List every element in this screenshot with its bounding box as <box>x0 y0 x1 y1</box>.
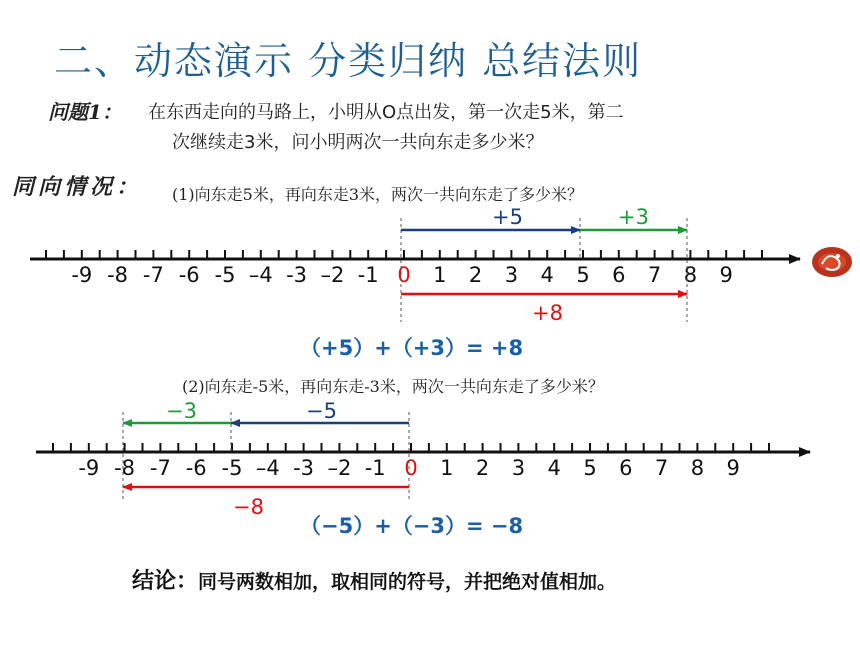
question-text-line2: 次继续走3米，问小明两次一共向东走多少米？ <box>172 132 544 153</box>
case1-text: (1)向东走5米，再向东走3米，两次一共向东走了多少米？ <box>172 185 584 204</box>
tick-label-2-neg1: -1 <box>364 456 386 480</box>
tick-label-1-9: 9 <box>719 263 733 287</box>
tick-label-2-neg3: -3 <box>293 456 315 480</box>
tick-label-2-1: 1 <box>440 456 454 480</box>
conclusion-text: 同号两数相加，取相同的符号，并把绝对值相加。 <box>198 571 617 593</box>
tick-label-1-0: 0 <box>397 263 411 287</box>
tick-label-2-neg7: -7 <box>149 456 171 480</box>
tick-label-2-5: 5 <box>583 456 597 480</box>
label-minus8: −8 <box>233 495 264 519</box>
tick-label-1-2: 2 <box>468 263 483 287</box>
equation-1: （+5）+（+3）= +8 <box>300 336 524 360</box>
tick-label-2-3: 3 <box>511 456 526 480</box>
label-plus3: +3 <box>618 205 649 229</box>
tick-label-1-6: 6 <box>612 263 626 287</box>
label-plus5: +5 <box>492 205 523 229</box>
tick-label-2-2: 2 <box>475 456 490 480</box>
tick-label-2-9: 9 <box>726 456 740 480</box>
tick-label-1-7: 7 <box>647 263 662 287</box>
case2-text: (2)向东走-5米，再向东走-3米，两次一共向东走了多少米？ <box>182 377 604 396</box>
tick-label-1-5: 5 <box>576 263 590 287</box>
conclusion-lead: 结论： <box>132 569 199 594</box>
tick-label-1-neg6: -6 <box>178 263 200 287</box>
tick-label-1-8: 8 <box>683 263 698 287</box>
tick-label-1-neg9: -9 <box>71 263 93 287</box>
conclusion <box>132 564 616 595</box>
label-plus8: +8 <box>532 301 563 325</box>
tick-label-1-neg5: -5 <box>214 263 236 287</box>
number-line-2 <box>36 399 810 538</box>
tick-label-2-neg4: –4 <box>255 456 280 480</box>
tick-label-1-neg1: -1 <box>357 263 379 287</box>
tick-label-1-3: 3 <box>504 263 519 287</box>
same-direction-label: 同向情况： <box>12 174 143 200</box>
tick-label-2-neg8: -8 <box>114 456 136 480</box>
question-text-line1: 在东西走向的马路上，小明从O点出发，第一次走5米，第二 <box>148 102 624 123</box>
tick-label-2-neg5: -5 <box>221 456 243 480</box>
tick-label-1-neg7: -7 <box>142 263 164 287</box>
label-minus5: −5 <box>306 399 337 423</box>
tick-label-1-neg8: -8 <box>107 263 129 287</box>
tick-label-2-neg9: -9 <box>78 456 100 480</box>
tick-label-1-neg2: –2 <box>320 263 345 287</box>
tick-label-2-6: 6 <box>619 456 633 480</box>
sound-icon[interactable] <box>812 247 852 277</box>
page-title: 二、动态演示 分类归纳 总结法则 <box>54 39 643 83</box>
number-line-1 <box>30 205 800 360</box>
tick-label-1-1: 1 <box>433 263 447 287</box>
label-minus3: −3 <box>166 399 197 423</box>
tick-label-2-4: 4 <box>547 456 561 480</box>
tick-label-1-neg3: -3 <box>286 263 308 287</box>
tick-label-2-neg2: –2 <box>327 456 352 480</box>
tick-label-2-neg6: -6 <box>185 456 207 480</box>
tick-label-1-neg4: –4 <box>248 263 273 287</box>
tick-label-2-7: 7 <box>654 456 669 480</box>
question-label: 问题1： <box>48 100 122 124</box>
equation-2: （−5）+（−3）= −8 <box>300 514 524 538</box>
tick-label-1-4: 4 <box>540 263 554 287</box>
tick-label-2-0: 0 <box>404 456 418 480</box>
tick-label-2-8: 8 <box>690 456 705 480</box>
